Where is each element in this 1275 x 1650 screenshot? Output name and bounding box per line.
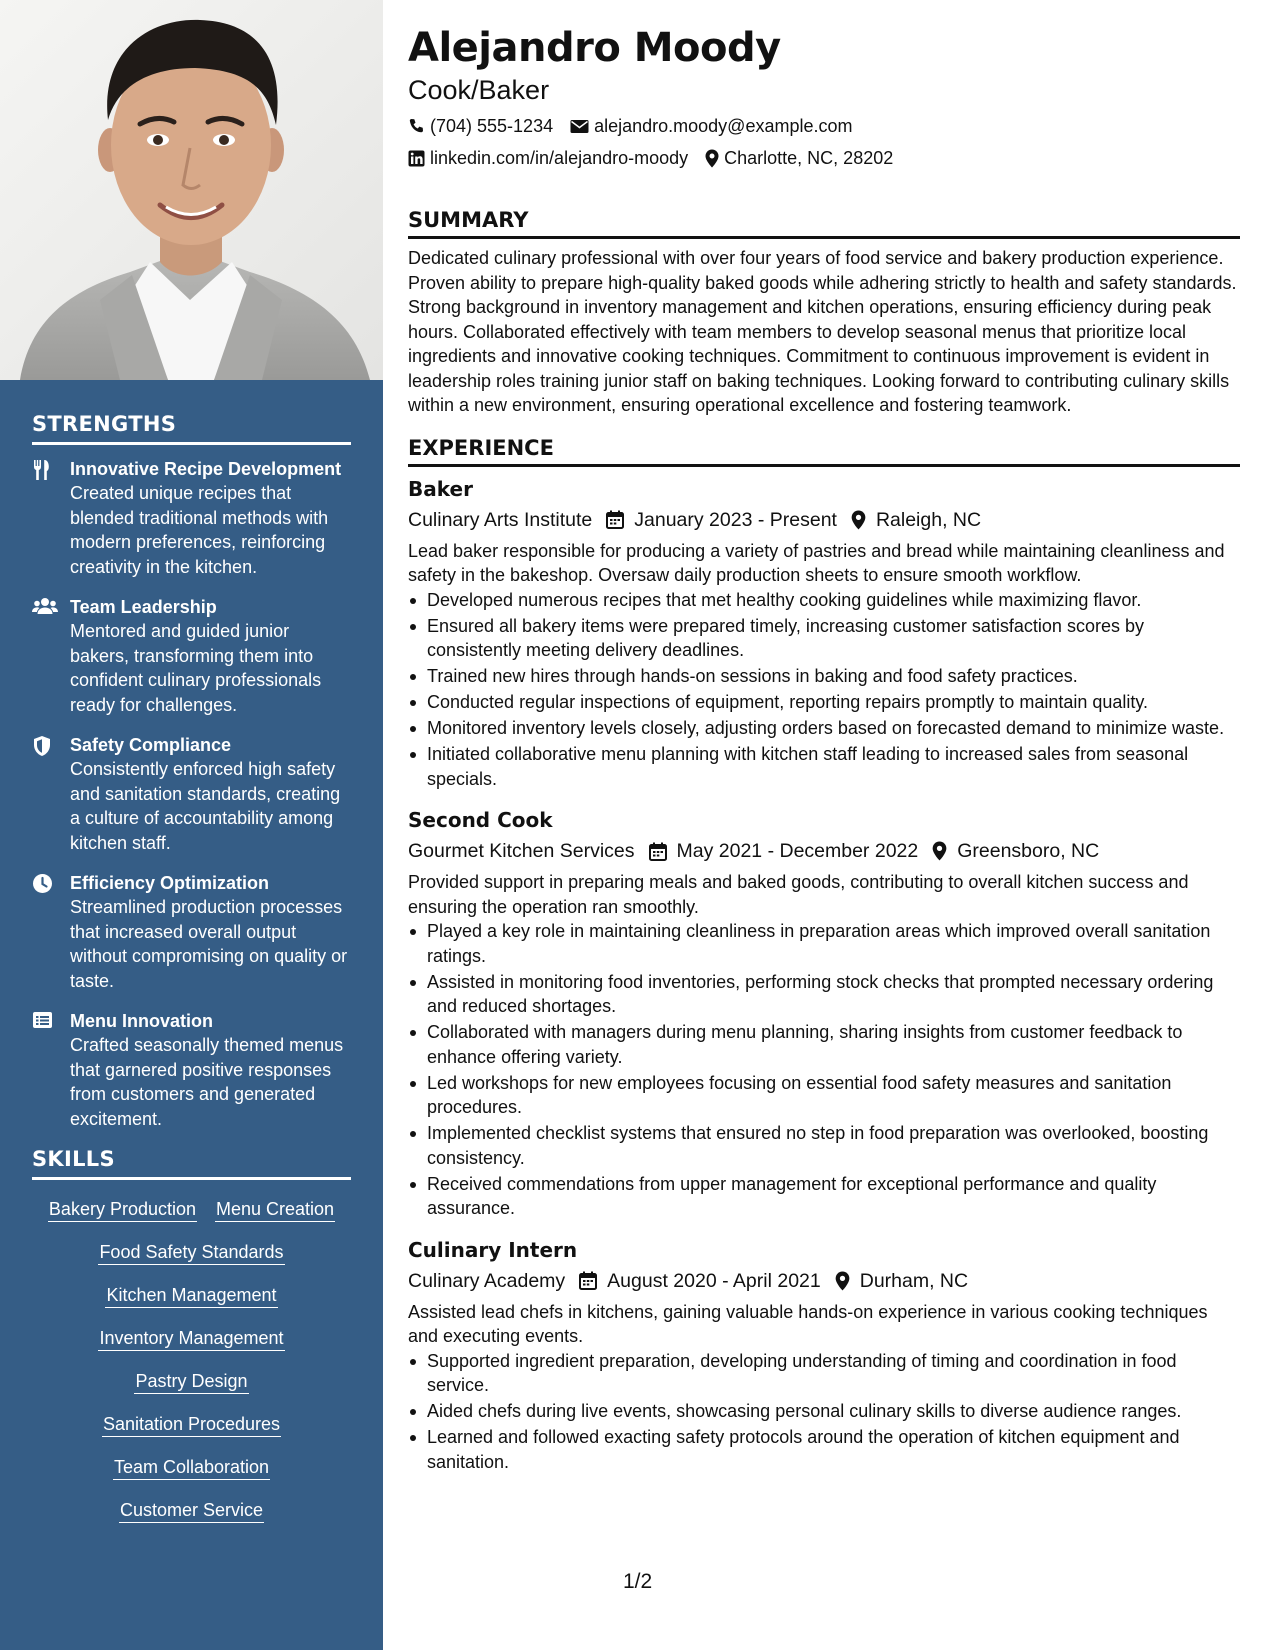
bullet-item: Learned and followed exacting safety protocols around the operation of kitchen equipment and sanitation. [408, 1425, 1240, 1474]
job-location-text: Greensboro, NC [957, 840, 1100, 862]
strength-title: Innovative Recipe Development [70, 459, 342, 479]
strength-desc: Consistently enforced high safety and sanitation standards, creating a culture of accountability among kitchen staff. [70, 759, 341, 853]
phone-contact[interactable] [408, 110, 553, 142]
job-location [835, 1265, 968, 1297]
strength-item [32, 595, 351, 717]
page-number: 1/2 [623, 1570, 653, 1593]
job-location [851, 504, 981, 536]
strength-title: Menu Innovation [70, 1011, 213, 1031]
location-text: Charlotte, NC, 28202 [724, 148, 894, 168]
skill-tag: Sanitation Procedures [102, 1413, 281, 1437]
job-company: Culinary Academy [408, 1269, 566, 1292]
summary-heading: SUMMARY [408, 206, 1240, 239]
job-company: Gourmet Kitchen Services [408, 840, 635, 862]
bullet-item: Trained new hires through hands-on sessions in baking and food safety practices. [408, 664, 1240, 689]
map-pin-icon [851, 510, 866, 530]
bullet-item: Monitored inventory levels closely, adjusting orders based on forecasted demand to minimize waste. [408, 716, 1240, 741]
bullet-item: Implemented checklist systems that ensured no step in food preparation was overlooked, boosting consistency. [408, 1121, 1240, 1170]
skill-tag: Pastry Design [134, 1370, 248, 1394]
job-dates-text: January 2023 - Present [634, 508, 837, 531]
strength-title: Efficiency Optimization [70, 873, 270, 893]
job-entry [408, 474, 1240, 792]
job-dates [579, 1265, 821, 1297]
users-icon [32, 595, 70, 717]
contact-row [408, 110, 1240, 142]
bullet-item: Aided chefs during live events, showcasing personal culinary skills to diverse audience ranges. [408, 1399, 1240, 1424]
linkedin-text: linkedin.com/in/alejandro-moody [430, 148, 689, 168]
job-bullets [408, 1349, 1240, 1475]
strength-item [32, 1009, 351, 1131]
strength-desc: Created unique recipes that blended traditional methods with modern preferences, reinforcing creativity in the kitchen. [70, 483, 329, 577]
bullet-item: Assisted in monitoring food inventories, performing stock checks that prompted necessary ordering and reduced shortages. [408, 970, 1240, 1019]
skill-tag: Menu Creation [215, 1198, 335, 1222]
strength-item [32, 733, 351, 855]
job-dates-text: August 2020 - April 2021 [607, 1269, 821, 1292]
job-dates [649, 835, 919, 867]
job-company: Culinary Arts Institute [408, 508, 593, 531]
profile-photo [0, 0, 383, 380]
sidebar [0, 0, 383, 1650]
summary-text: Dedicated culinary professional with over four years of food service and bakery production experience. Proven ability to prepare high-quality baked goods while adhering strictly to health and safety standards. Strong background in inventory management and kitchen operations, ensuring efficiency during peak hours. Collaborated effectively with team members to develop seasonal menus that prioritize local ingredients and innovative cooking techniques. Commitment to continuous improvement is evident in leadership roles training junior staff on baking techniques. Looking forward to contributing culinary skills within a new environment, ensuring operational excellence and fostering teamwork. [408, 248, 1237, 415]
map-pin-icon [705, 149, 719, 168]
job-bullets [408, 588, 1240, 792]
bullet-item: Developed numerous recipes that met healthy cooking guidelines while maximizing flavor. [408, 588, 1240, 613]
job-entry [408, 1235, 1240, 1475]
strength-title: Team Leadership [70, 597, 217, 617]
job-role: Second Cook [408, 808, 553, 832]
job-role: Culinary Intern [408, 1237, 578, 1262]
bullet-item: Received commendations from upper management for exceptional performance and quality assurance. [408, 1172, 1240, 1221]
job-entry [408, 805, 1240, 1221]
job-location [932, 835, 1099, 867]
skills-list [32, 1198, 351, 1542]
job-dates [606, 504, 837, 536]
job-meta [408, 504, 1240, 536]
job-location-text: Raleigh, NC [875, 508, 982, 531]
job-dates-text: May 2021 - December 2022 [676, 840, 919, 862]
skill-tag: Team Collaboration [113, 1456, 270, 1480]
main-content [408, 22, 1240, 1488]
job-description: Assisted lead chefs in kitchens, gaining valuable hands-on experience in various cooking techniques and executing events. [408, 1301, 1208, 1346]
location-contact [705, 142, 893, 174]
job-description: Provided support in preparing meals and baked goods, contributing to overall kitchen success and ensuring the operation ran smoothly. [408, 872, 1189, 917]
calendar-icon [579, 1271, 597, 1290]
clock-icon [32, 871, 70, 993]
utensils-icon [32, 457, 70, 579]
strength-desc: Mentored and guided junior bakers, transforming them into confident culinary professionals ready for challenges. [70, 621, 322, 715]
skill-tag: Inventory Management [98, 1327, 284, 1351]
strength-desc: Streamlined production processes that increased overall output without compromising on quality or taste. [70, 897, 348, 991]
job-description: Lead baker responsible for producing a variety of pastries and bread while maintaining cleanliness and safety in the bakeshop. Oversaw daily production sheets to ensure smooth workflow. [408, 540, 1225, 585]
skill-tag: Customer Service [119, 1499, 264, 1523]
email-text: alejandro.moody@example.com [594, 116, 853, 136]
bullet-item: Ensured all bakery items were prepared timely, increasing customer satisfaction scores by consistently meeting delivery deadlines. [408, 614, 1240, 663]
linkedin-contact[interactable] [408, 142, 688, 174]
strength-desc: Crafted seasonally themed menus that garnered positive responses from customers and generated excitement. [70, 1035, 344, 1129]
job-bullets [408, 919, 1240, 1221]
contact-row [408, 142, 1240, 174]
calendar-icon [649, 842, 667, 861]
phone-icon [408, 118, 425, 135]
strength-title: Safety Compliance [70, 735, 232, 755]
job-meta [408, 1265, 1240, 1297]
bullet-item: Initiated collaborative menu planning with kitchen staff leading to increased sales from seasonal specials. [408, 742, 1240, 791]
skill-tag: Kitchen Management [105, 1284, 277, 1308]
calendar-icon [606, 510, 624, 529]
bullet-item: Conducted regular inspections of equipment, reporting repairs promptly to maintain quality. [408, 690, 1240, 715]
linkedin-icon [408, 150, 425, 167]
map-pin-icon [835, 1271, 850, 1291]
bullet-item: Played a key role in maintaining cleanliness in preparation areas which improved overall sanitation ratings. [408, 919, 1240, 968]
bullet-item: Supported ingredient preparation, developing understanding of timing and coordination in food service. [408, 1349, 1240, 1398]
skills-heading: SKILLS [32, 1147, 351, 1180]
candidate-title: Cook/Baker [408, 75, 550, 105]
strength-item [32, 457, 351, 579]
shield-icon [32, 733, 70, 855]
job-location-text: Durham, NC [859, 1269, 969, 1292]
strength-item [32, 871, 351, 993]
skill-tag: Bakery Production [48, 1198, 197, 1222]
bullet-item: Led workshops for new employees focusing on essential food safety measures and sanitation procedures. [408, 1071, 1240, 1120]
email-icon [570, 119, 589, 134]
job-meta [408, 835, 1240, 867]
job-role: Baker [408, 476, 473, 501]
strengths-heading: STRENGTHS [32, 412, 351, 445]
bullet-item: Collaborated with managers during menu planning, sharing insights from customer feedback to enhance offering variety. [408, 1020, 1240, 1069]
experience-heading: EXPERIENCE [408, 434, 1240, 467]
map-pin-icon [932, 841, 947, 861]
email-contact[interactable] [570, 110, 852, 142]
phone-text: (704) 555-1234 [430, 116, 554, 136]
skill-tag: Food Safety Standards [98, 1241, 284, 1265]
candidate-name: Alejandro Moody [408, 25, 781, 71]
menu-list-icon [32, 1009, 70, 1131]
